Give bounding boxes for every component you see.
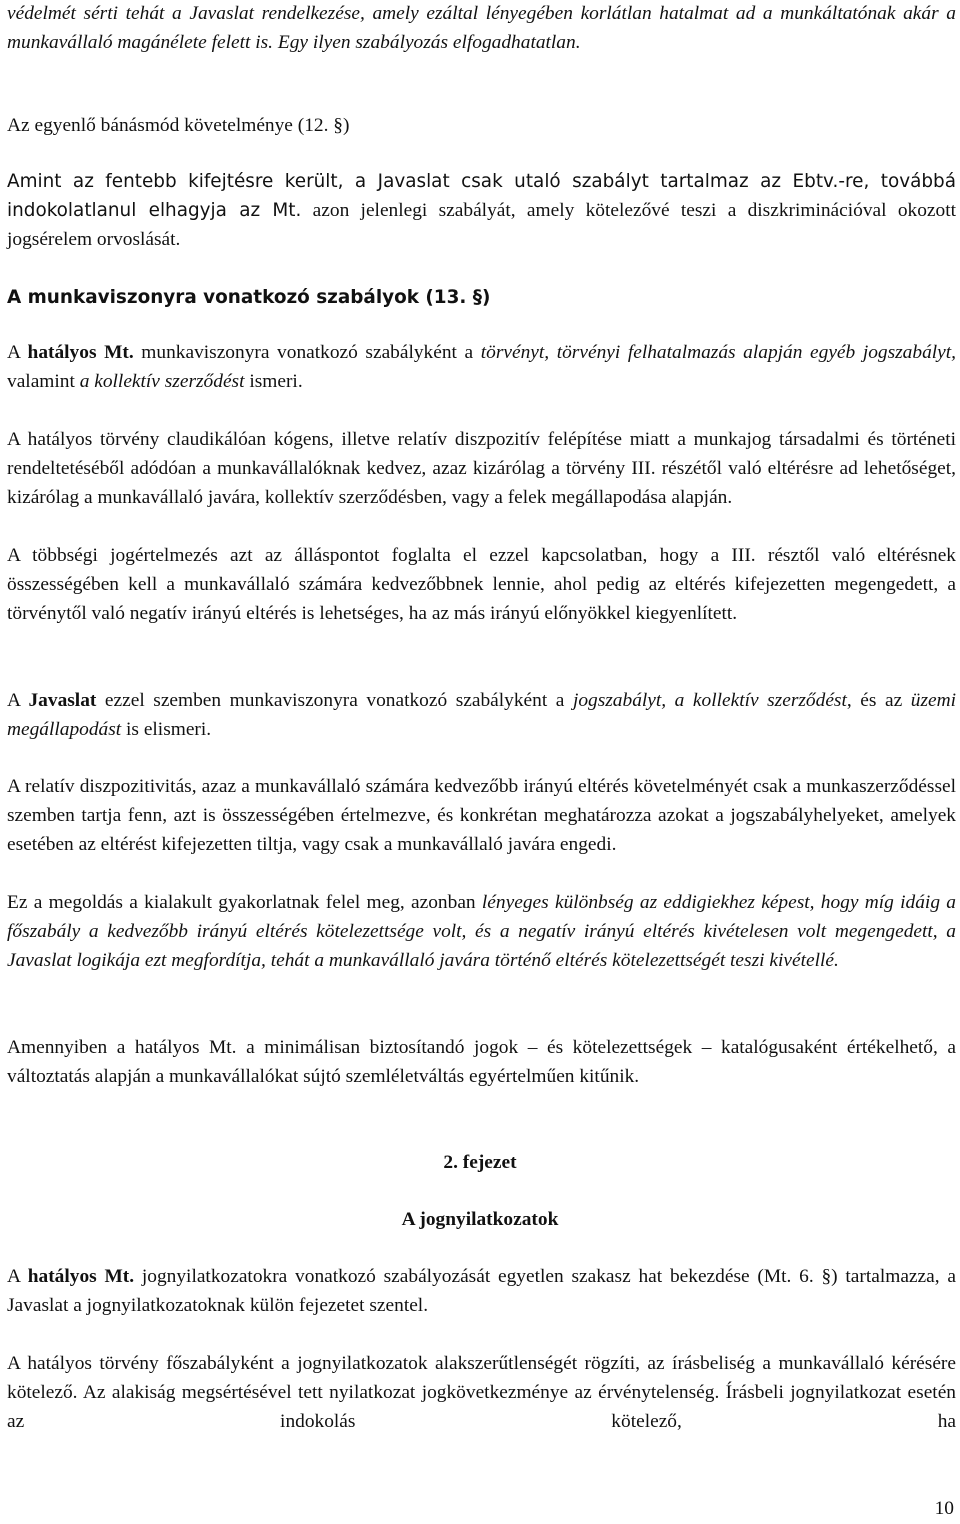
p6-d: , és az [846,690,911,711]
p3-c: munkaviszonyra vonatkozó szabályként a [133,342,481,363]
p6-c: ezzel szemben munkaviszonyra vonatkozó szabályként a [96,690,573,711]
paragraph-majority-interpretation [7,542,956,629]
paragraph-solution [7,889,956,976]
paragraph-formality [7,1350,956,1437]
p3-a: A [7,342,28,363]
paragraph-current-labour-code [7,339,956,397]
paragraph-privacy-text: védelmét sérti tehát a Javaslat rendelkezése, amely ezáltal lényegében korlátlan hatalmat ad a munkáltatónak akár a munkavállaló magánélete felett is. Egy ilyen szabályozás elfogadhatatlan. [7,3,956,53]
paragraph-minimum-rights-text: Amennyiben a hatályos Mt. a minimálisan biztosítandó jogok – és kötelezettségek – katalógusaként értékelhető, a változtatás alapján a munkavállalókat sújtó szemléletváltás egyértelműen kitűnik. [7,1037,956,1087]
p6-e: is elismeri. [121,718,212,740]
p8-italic: lényeges különbség az eddigiekhez képest, hogy míg idáig a főszabály a kedvezőbb irányú eltérés kötelezettsége volt, és a negatív irányú eltérés kivételesen volt megengedett, a Javaslat logikája ezt megfordítja, tehát a munkavállaló javára történő eltérés kötelezettségét teszi kivétellé. [7,892,956,971]
p3-d: valamint [7,370,80,392]
p6-a: A [7,690,29,711]
p6-italic-1: jogszabályt, a kollektív szerződést [572,690,847,711]
section-heading-employment-rules [7,284,956,313]
chapter-number: 2. fejezet [443,1152,517,1173]
paragraph-proposal-rules [7,687,956,745]
p10-c: jognyilatkozatokra vonatkozó szabályozását egyetlen szakasz hat bekezdése (Mt. 6. §) tartalmazza, a Javaslat a jognyilatkozatoknak külön fejezetet szentel. [7,1266,957,1316]
paragraph-formality-text: A hatályos törvény főszabályként a jognyilatkozatok alakszerűtlenségét rögzíti, az írásbeliség a munkavállaló kérésére kötelező. Az alakiság megsértésével tett nyilatkozat jogkövetkezménye az érvénytelenség. Írásbeli jognyilatkozat esetén az indokolás kötelező, ha [7,1353,956,1432]
paragraph-minimum-rights [7,1034,956,1092]
chapter-title: A jognyilatkozatok [401,1209,559,1230]
page-number: 10 [934,1498,954,1519]
p10-a: A [7,1266,28,1287]
section-heading-equal-treatment [7,112,956,141]
paragraph-claudicating-cogency-text: A hatályos törvény claudikálóan kógens, illetve relatív diszpozitív felépítése miatt a munkajog társadalmi és történeti rendeltetéséből adódóan a munkavállalóknak kedvez, azaz kizárólag a törvény III. részétől való eltérésre ad lehetőséget, kizárólag a munkavállaló javára, kollektív szerződésben, vagy a felek megállapodása alapján. [7,429,956,508]
p8-a: Ez a megoldás a kialakult gyakorlatnak felel meg, azonban [7,892,482,913]
p3-bold: hatályos Mt. [27,342,134,363]
paragraph-relative-dispositivity [7,773,956,860]
p6-italic-2: üzemi megállapodást [7,690,956,740]
p3-e: ismeri. [244,370,303,392]
paragraph-claudicating-cogency [7,426,956,513]
p3-italic-2: a kollektív szerződést [79,370,245,392]
p3-italic-1: törvényt, törvényi felhatalmazás alapján egyéb jogszabályt, [480,342,957,363]
p10-bold: hatályos Mt. [27,1266,135,1287]
paragraph-equal-treatment-rest: azon jelenlegi szabályát, amely kötelezővé teszi a diszkriminációval okozott jogsérelem orvoslását. [7,199,956,250]
section-heading-equal-treatment-text: Az egyenlő bánásmód követelménye (12. §) [7,115,350,136]
paragraph-majority-interpretation-text: A többségi jogértelmezés azt az álláspontot foglalta el ezzel kapcsolatban, hogy a III. résztől való eltérésnek összességében kell a munkavállaló számára kedvezőbbnek lennie, ahol pedig az eltérés kifejezetten megengedett, a törvénytől való negatív irányú eltérés is lehetséges, ha az más irányú előnyökkel kiegyenlített. [7,545,956,624]
paragraph-relative-dispositivity-text: A relatív diszpozitivitás, azaz a munkavállaló számára kedvezőbb irányú eltérés követelményét csak a munkaszerződéssel szemben tartja fenn, azt is összességében értelmezve, és konkrétan meghatározza azokat a jogszabályhelyeket, amelyek esetében az eltérést kifejezetten tiltja, vagy csak a munkavállaló javára engedi. [7,776,956,855]
paragraph-equal-treatment-lead: Amint az fentebb kifejtésre került, a Javaslat csak utaló szabályt tartalmaz az Ebtv.-re, továbbá indokolatlanul elhagyja az Mt. [7,171,956,221]
paragraph-declarations-intro [7,1263,956,1321]
paragraph-equal-treatment [7,168,956,255]
paragraph-privacy [7,0,956,58]
section-heading-employment-rules-text: A munkaviszonyra vonatkozó szabályok (13. §) [7,287,491,308]
p6-bold: Javaslat [28,690,97,711]
